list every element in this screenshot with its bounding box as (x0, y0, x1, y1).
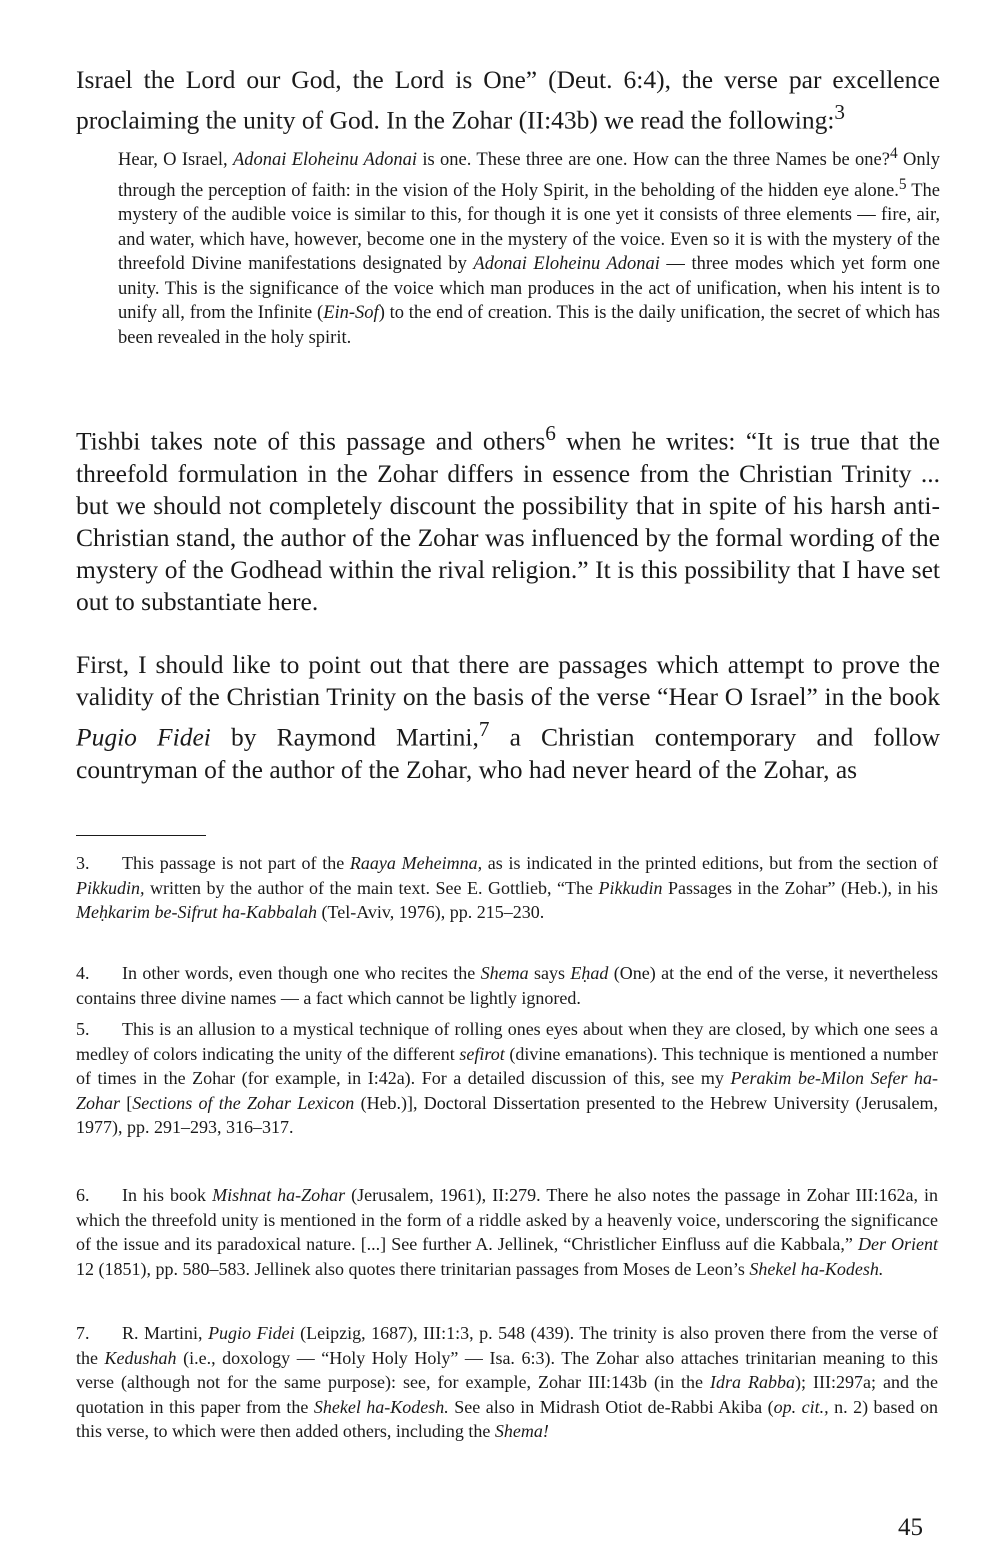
quote-text: Only through the perception of faith: in the vision of the Holy Spirit, in the beholding of the hidden eye alone. (118, 150, 940, 201)
quote-italic: Adonai Eloheinu Adonai (473, 254, 660, 275)
footnote-italic: Idra Rabba (709, 1372, 795, 1392)
quote-italic: Adonai Eloheinu Adonai (232, 150, 417, 171)
footnote-text: Passages in the Zohar” (Heb.), in his (662, 877, 938, 898)
footnote-text: (Leipzig, 1687), III:1:3, p. 548 (439). The trinity is also proven there from the verse of the (76, 1323, 939, 1368)
footnote-4 (76, 961, 938, 1010)
quote-text: is one. These three are one. How can the three Names be one? (417, 150, 890, 171)
footnote-6 (76, 1183, 938, 1281)
footnote-italic: Shema! (494, 1421, 549, 1441)
footnote-text: This passage is not part of the (122, 853, 350, 873)
footnote-italic: op. cit., (773, 1396, 829, 1417)
paragraph-text: Israel the Lord our God, the Lord is One” (Deut. 6:4), the verse par excellence proclaiming the unity of God. In the Zohar (II:43b) we read the following: (76, 65, 940, 135)
footnote-italic: Sections of the Zohar Lexicon (132, 1092, 355, 1113)
footnote-text: In other words, even though one who recites the (122, 963, 481, 983)
footnote-italic: Pikkudin, (76, 877, 145, 898)
paragraph-text: Tishbi takes note of this passage and others (76, 426, 546, 456)
body-paragraph-2 (76, 417, 940, 618)
footnote-number: 7. (76, 1323, 90, 1343)
footnote-text: says (528, 963, 571, 983)
footnote-italic: Pugio Fidei (208, 1323, 295, 1343)
footnote-italic: Shekel ha-Kodesh. (749, 1258, 884, 1279)
footnote-ref-7: 7 (478, 717, 490, 741)
paragraph-text: First, I should like to point out that there are passages which attempt to prove the validity of the Christian Trinity on the basis of the verse “Hear O Israel” in the book (76, 650, 940, 711)
footnote-text: (Heb.)], Doctoral Dissertation presented to the Hebrew University (Jerusalem, 1977), pp. 291–293, 316–317. (76, 1092, 938, 1137)
footnote-ref-4: 4 (889, 145, 898, 162)
footnote-text: ); III:297a; and the quotation in this paper from the (76, 1372, 938, 1417)
page-number: 45 (898, 1514, 923, 1541)
footnote-number: 5. (76, 1019, 90, 1039)
footnote-italic: Perakim be-Milon Sefer ha-Zohar (76, 1068, 938, 1113)
footnote-italic: Shema (480, 963, 529, 983)
footnote-divider (76, 835, 206, 836)
quote-italic: Ein-Sof (323, 303, 379, 324)
footnote-number: 4. (76, 963, 90, 983)
book-title-italic: Pugio Fidei (76, 722, 211, 752)
footnote-italic: Eḥad (570, 963, 609, 983)
footnote-text: (divine emanations). This technique is mentioned a number of times in the Zohar (for example, in I:42a). For a detailed discussion of this, see my (76, 1043, 939, 1088)
footnote-ref-3: 3 (834, 100, 846, 124)
footnote-italic: Kedushah (104, 1347, 177, 1368)
footnote-5 (76, 1017, 938, 1140)
footnote-number: 3. (76, 853, 90, 873)
quote-text: The mystery of the audible voice is similar to this, for though it is one yet it consists of three elements — fire, air, and water, which have, however, become one in the mystery of the voice. Even so it is with the mystery of the threefold Divine manifestations designated by (118, 180, 940, 275)
footnote-3 (76, 851, 938, 925)
footnote-italic: Mishnat ha-Zohar (212, 1185, 346, 1205)
footnote-italic: Shekel ha-Kodesh. (313, 1396, 449, 1417)
footnote-text: R. Martini, (122, 1323, 209, 1343)
quote-text: — three modes which yet form one unity. This is the significance of the voice which man produces in the act of unification, when his intent is to unify all, from the Infinite ( (118, 254, 940, 324)
footnote-text: (One) at the end of the verse, it nevertheless contains three divine names — a fact which cannot be lightly ignored. (76, 963, 939, 1008)
footnote-ref-5: 5 (898, 175, 907, 193)
footnote-text: (i.e., doxology — “Holy Holy Holy” — Isa. 6:3). The Zohar also attaches trinitarian meaning to this verse (although not for the same purpose): see, for example, Zohar III:143b (in the (76, 1347, 938, 1392)
footnote-italic: Raaya Meheimna, (349, 853, 483, 873)
footnote-italic: sefirot (459, 1043, 505, 1064)
footnote-italic: Der Orient (857, 1234, 938, 1254)
footnote-text: 12 (1851), pp. 580–583. Jellinek also quotes there trinitarian passages from Moses de Leon’s (76, 1258, 750, 1279)
footnote-text: as is indicated in the printed editions, but from the section of (482, 853, 938, 873)
paragraph-text: by Raymond Martini, (210, 722, 479, 752)
paragraph-text: when he writes: “It is true that the threefold formulation in the Zohar differs in essence from the Christian Trinity ... but we should not completely discount the possibility that in spite of his harsh anti-Christian stand, the author of the Zohar was influenced by the formal wording of the mystery of the Godhead within the rival religion.” It is this possibility that I have set out to substantiate here. (76, 426, 940, 616)
footnote-text: [ (120, 1092, 133, 1113)
body-paragraph-1 (76, 64, 940, 137)
footnote-text: n. 2) based on this verse, to which were then added others, including the (76, 1396, 939, 1441)
footnote-text: (Jerusalem, 1961), II:279. There he also notes the passage in Zohar III:162a, in which the threefold unity is mentioned in the form of a riddle asked by a heavenly voice, underscoring the significance of the issue and its paradoxical nature. [...] See further A. Jellinek, “Christlicher Einfluss auf die Kabbala,” (76, 1185, 939, 1254)
footnote-text: (Tel-Aviv, 1976), pp. 215–230. (316, 902, 545, 922)
footnote-ref-6: 6 (545, 421, 556, 445)
block-quote (118, 142, 940, 350)
quote-text: ) to the end of creation. This is the daily unification, the secret of which has been revealed in the holy spirit. (118, 303, 941, 348)
footnote-italic: Meḥkarim be-Sifrut ha-Kabbalah (76, 902, 317, 922)
footnote-number: 6. (76, 1185, 90, 1205)
footnote-text: This is an allusion to a mystical technique of rolling ones eyes about when they are closed, by which one sees a medley of colors indicating the unity of the different (76, 1019, 938, 1064)
footnote-italic: Pikkudin (598, 877, 663, 898)
footnote-text: written by the author of the main text. See E. Gottlieb, “The (144, 877, 599, 898)
footnote-7 (76, 1321, 938, 1444)
paragraph-text: a Christian contemporary and follow countryman of the author of the Zohar, who had never heard of the Zohar, as (76, 722, 940, 784)
footnote-text: In his book (122, 1185, 213, 1205)
footnote-text: See also in Midrash Otiot de-Rabbi Akiba ( (448, 1396, 774, 1417)
quote-text: Hear, O Israel, (118, 150, 233, 171)
body-paragraph-3 (76, 649, 940, 786)
